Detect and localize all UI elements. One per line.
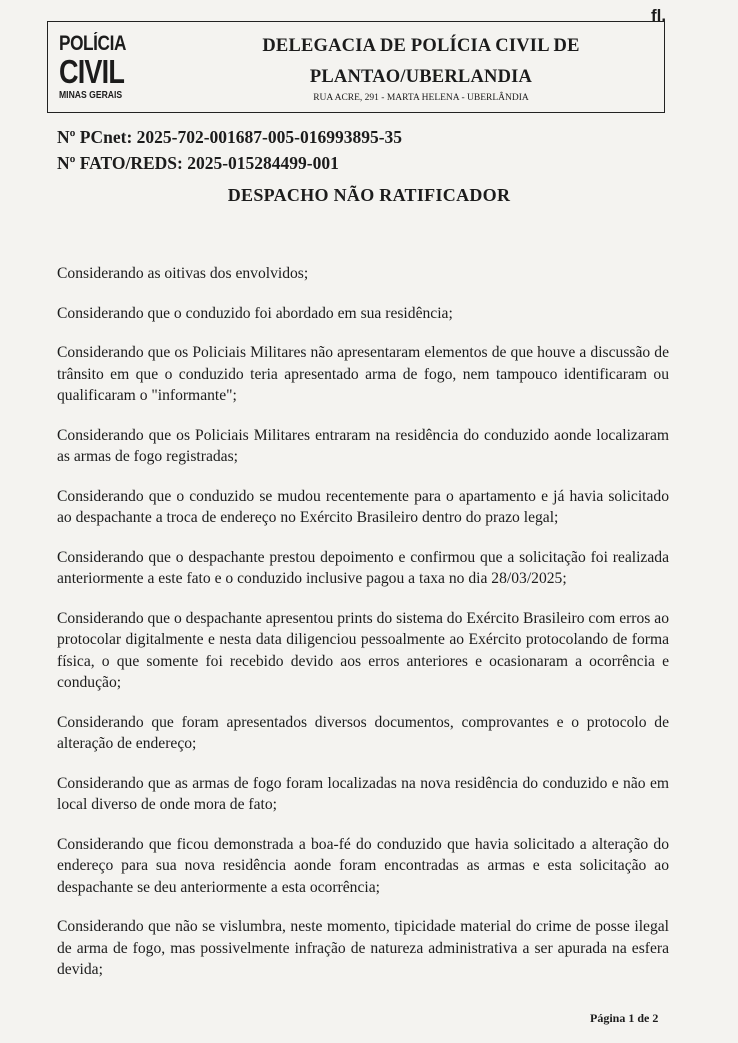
- paragraph: Considerando que o despachante prestou depoimento e confirmou que a solicitação foi realizada anteriormente a este fato e o conduzido inclusive pagou a taxa no dia 28/03/2025;: [57, 548, 669, 587]
- header-title-line-2: PLANTAO/UBERLANDIA: [309, 67, 533, 87]
- fato-reds-number: Nº FATO/REDS: 2025-015284499-001: [57, 153, 339, 173]
- logo-line-2: CIVIL: [59, 53, 125, 90]
- logo-line-1: POLÍCIA: [59, 32, 126, 55]
- logo-line-3: MINAS GERAIS: [59, 89, 123, 101]
- case-identifiers: [57, 124, 402, 176]
- paragraph: Considerando que ficou demonstrada a boa-fé do conduzido que havia solicitado a alteração do endereço para sua nova residência aonde foram encontradas as armas e esta solicitação ao despachante se deu anteriormente a esta ocorrência;: [57, 835, 669, 896]
- page-number: Página 1 de 2: [590, 1011, 659, 1025]
- paragraph: Considerando que as armas de fogo foram localizadas na nova residência do conduzido e não em local diverso de onde mora de fato;: [57, 774, 669, 813]
- paragraph: Considerando que o despachante apresentou prints do sistema do Exército Brasileiro com erros ao protocolar digitalmente e nesta data diligenciou pessoalmente ao Exército protocolando de forma física, o que somente foi recebido devido aos erros anteriores e ocasionaram a ocorrência e condução;: [57, 609, 669, 691]
- paragraph: Considerando que o conduzido se mudou recentemente para o apartamento e já havia solicitado ao despachante a troca de endereço no Exército Brasileiro dentro do prazo legal;: [57, 487, 669, 526]
- header-title-line-1: DELEGACIA DE POLÍCIA CIVIL DE: [262, 36, 580, 56]
- pcnet-number: Nº PCnet: 2025-702-001687-005-016993895-35: [57, 127, 403, 147]
- paragraph: Considerando que os Policiais Militares não apresentaram elementos de que houve a discussão de trânsito em que o conduzido teria apresentado arma de fogo, nem tampouco identificaram ou qualificaram o "informante";: [57, 344, 669, 404]
- document-title: DESPACHO NÃO RATIFICADOR: [227, 185, 511, 205]
- page-corner-mark: fl.: [651, 6, 667, 25]
- document-body: [57, 263, 669, 999]
- paragraph: Considerando que os Policiais Militares entraram na residência do conduzido aonde localizaram as armas de fogo registradas;: [57, 426, 669, 465]
- header-text: [188, 36, 654, 103]
- paragraph: Considerando que o conduzido foi abordado em sua residência;: [57, 304, 453, 322]
- paragraph: Considerando que não se vislumbra, neste momento, tipicidade material do crime de posse ilegal de arma de fogo, mas possivelmente infração de natureza administrativa a ser apurada na esfera devida;: [57, 918, 669, 978]
- header-address: RUA ACRE, 291 - MARTA HELENA - UBERLÂNDIA: [313, 93, 529, 103]
- policia-civil-logo: [59, 33, 126, 101]
- paragraph: Considerando as oitivas dos envolvidos;: [57, 265, 309, 282]
- document-header: [47, 21, 665, 113]
- paragraph: Considerando que foram apresentados diversos documentos, comprovantes e o protocolo de alteração de endereço;: [57, 713, 669, 752]
